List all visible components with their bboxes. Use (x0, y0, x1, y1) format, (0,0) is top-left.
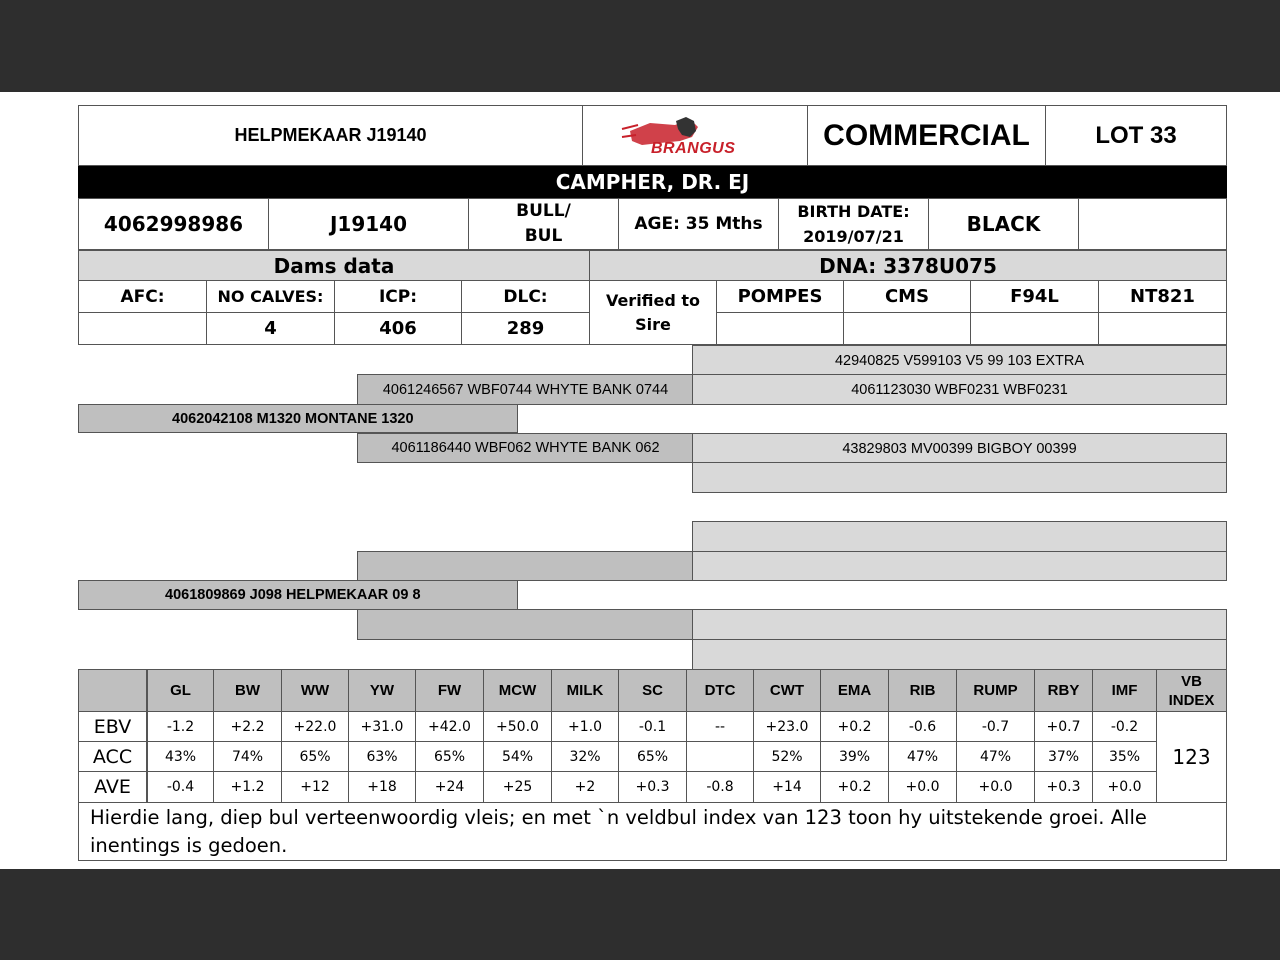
ebv-cell-ebv: +42.0 (415, 711, 484, 742)
pedigree-dam-sire-dam (692, 551, 1227, 581)
pedigree-dam-sire (357, 551, 694, 581)
ebv-cell-ebv: +0.2 (820, 711, 889, 742)
ebv-cell-ave: +0.2 (820, 771, 889, 803)
ebv-col-header: MILK (551, 669, 619, 712)
birth-date-label: BIRTH DATE: (797, 202, 910, 221)
pedigree-sire-dam-sire: 43829803 MV00399 BIGBOY 00399 (692, 433, 1227, 464)
ebv-cell-acc (686, 741, 754, 772)
pedigree-sire-dam-dam (692, 462, 1227, 493)
no-calves-label: NO CALVES: (206, 280, 335, 313)
ebv-col-header: DTC (686, 669, 754, 712)
afc-label: AFC: (78, 280, 207, 313)
ebv-col-header: CWT (753, 669, 821, 712)
ebv-cell-acc: 63% (348, 741, 416, 772)
icp-value: 406 (334, 312, 462, 345)
animal-tag: J19140 (268, 198, 469, 250)
vb-index-header: VB INDEX (1156, 669, 1227, 712)
ebv-cell-ebv: -0.6 (888, 711, 957, 742)
row-label-ave: AVE (78, 771, 147, 803)
ebv-cell-ave: +18 (348, 771, 416, 803)
sex: BULL/ BUL (468, 198, 619, 250)
category: COMMERCIAL (807, 105, 1046, 166)
pedigree-sire-sire-sire: 42940825 V599103 V5 99 103 EXTRA (692, 345, 1227, 376)
birth-date: 2019/07/21 (803, 227, 904, 246)
age: AGE: 35 Mths (618, 198, 779, 250)
pedigree-dam: 4061809869 J098 HELPMEKAAR 09 8 (78, 580, 518, 610)
ebv-cell-acc: 65% (415, 741, 484, 772)
ebv-col-header: GL (147, 669, 214, 712)
ebv-cell-ebv: -0.2 (1092, 711, 1157, 742)
ebv-cell-ebv: -0.7 (956, 711, 1035, 742)
ebv-cell-acc: 35% (1092, 741, 1157, 772)
ebv-cell-acc: 43% (147, 741, 214, 772)
ebv-cell-ebv: -1.2 (147, 711, 214, 742)
pedigree-sire: 4062042108 M1320 MONTANE 1320 (78, 404, 518, 433)
extra-cell (1078, 198, 1227, 250)
ebv-cell-acc: 65% (281, 741, 349, 772)
lot-number: LOT 33 (1045, 105, 1227, 166)
ebv-cell-acc: 65% (618, 741, 687, 772)
row-label-ebv: EBV (78, 711, 147, 742)
ebv-cell-acc: 47% (956, 741, 1035, 772)
comment: Hierdie lang, diep bul verteenwoordig vleis; en met `n veldbul index van 123 toon hy uitstekende groei. Alle inentings is gedoen. (78, 802, 1227, 861)
f94l-value (970, 312, 1099, 345)
ebv-col-header: RIB (888, 669, 957, 712)
ebv-col-header: BW (213, 669, 282, 712)
ebv-cell-ave: +25 (483, 771, 552, 803)
ebv-cell-ebv: +2.2 (213, 711, 282, 742)
ebv-cell-ave: +12 (281, 771, 349, 803)
ebv-col-header: FW (415, 669, 484, 712)
ebv-cell-ave: +0.0 (888, 771, 957, 803)
pedigree-dam-dam (357, 609, 694, 640)
ebv-cell-ave: +1.2 (213, 771, 282, 803)
ebv-col-header: IMF (1092, 669, 1157, 712)
ebv-col-header: SC (618, 669, 687, 712)
pedigree-dam-dam-sire (692, 609, 1227, 640)
ebv-corner (78, 669, 147, 712)
pedigree-sire-sire-dam: 4061123030 WBF0231 WBF0231 (692, 374, 1227, 405)
ebv-cell-ave: +0.3 (1034, 771, 1093, 803)
ebv-cell-ave: +2 (551, 771, 619, 803)
f94l-label: F94L (970, 280, 1099, 313)
dlc-value: 289 (461, 312, 590, 345)
ebv-cell-ebv: +31.0 (348, 711, 416, 742)
dlc-label: DLC: (461, 280, 590, 313)
vb-index-value: 123 (1156, 711, 1227, 803)
ebv-cell-acc: 52% (753, 741, 821, 772)
ebv-cell-ave: +0.0 (1092, 771, 1157, 803)
ebv-col-header: EMA (820, 669, 889, 712)
ebv-cell-ave: -0.8 (686, 771, 754, 803)
ebv-cell-ave: +0.3 (618, 771, 687, 803)
pedigree-dam-dam-dam (692, 639, 1227, 670)
lot-sheet (0, 92, 1280, 869)
cms-value (843, 312, 971, 345)
pedigree-sire-sire: 4061246567 WBF0744 WHYTE BANK 0744 (357, 374, 694, 405)
cms-label: CMS (843, 280, 971, 313)
no-calves-value: 4 (206, 312, 335, 345)
id-number: 4062998986 (78, 198, 269, 250)
ebv-cell-ave: -0.4 (147, 771, 214, 803)
ebv-cell-acc: 32% (551, 741, 619, 772)
breeder-name: CAMPHER, DR. EJ (78, 166, 1227, 198)
row-label-acc: ACC (78, 741, 147, 772)
ebv-cell-acc: 54% (483, 741, 552, 772)
afc-value (78, 312, 207, 345)
icp-label: ICP: (334, 280, 462, 313)
verified-to-sire: Verified to Sire (589, 280, 717, 345)
ebv-cell-ebv: +0.7 (1034, 711, 1093, 742)
nt821-value (1098, 312, 1227, 345)
pedigree-dam-sire-sire (692, 521, 1227, 552)
logo-text: BRANGUS (651, 140, 736, 157)
ebv-cell-acc: 47% (888, 741, 957, 772)
nt821-label: NT821 (1098, 280, 1227, 313)
ebv-cell-ebv: -0.1 (618, 711, 687, 742)
animal-name: HELPMEKAAR J19140 (78, 105, 583, 166)
ebv-cell-ebv: +22.0 (281, 711, 349, 742)
dna-title: DNA: 3378U075 (589, 250, 1227, 281)
dams-data-title: Dams data (78, 250, 590, 281)
ebv-col-header: WW (281, 669, 349, 712)
ebv-cell-ebv: -- (686, 711, 754, 742)
ebv-col-header: YW (348, 669, 416, 712)
colour: BLACK (928, 198, 1079, 250)
ebv-col-header: RBY (1034, 669, 1093, 712)
pedigree-sire-dam: 4061186440 WBF062 WHYTE BANK 062 (357, 433, 694, 463)
ebv-col-header: RUMP (956, 669, 1035, 712)
ebv-cell-ebv: +50.0 (483, 711, 552, 742)
ebv-cell-acc: 37% (1034, 741, 1093, 772)
pompes-label: POMPES (716, 280, 844, 313)
ebv-cell-ebv: +1.0 (551, 711, 619, 742)
ebv-cell-ave: +14 (753, 771, 821, 803)
brangus-logo (582, 105, 808, 166)
pompes-value (716, 312, 844, 345)
ebv-cell-acc: 39% (820, 741, 889, 772)
ebv-col-header: MCW (483, 669, 552, 712)
ebv-cell-acc: 74% (213, 741, 282, 772)
ebv-cell-ave: +0.0 (956, 771, 1035, 803)
ebv-cell-ebv: +23.0 (753, 711, 821, 742)
ebv-cell-ave: +24 (415, 771, 484, 803)
birth-date-cell (778, 198, 929, 250)
